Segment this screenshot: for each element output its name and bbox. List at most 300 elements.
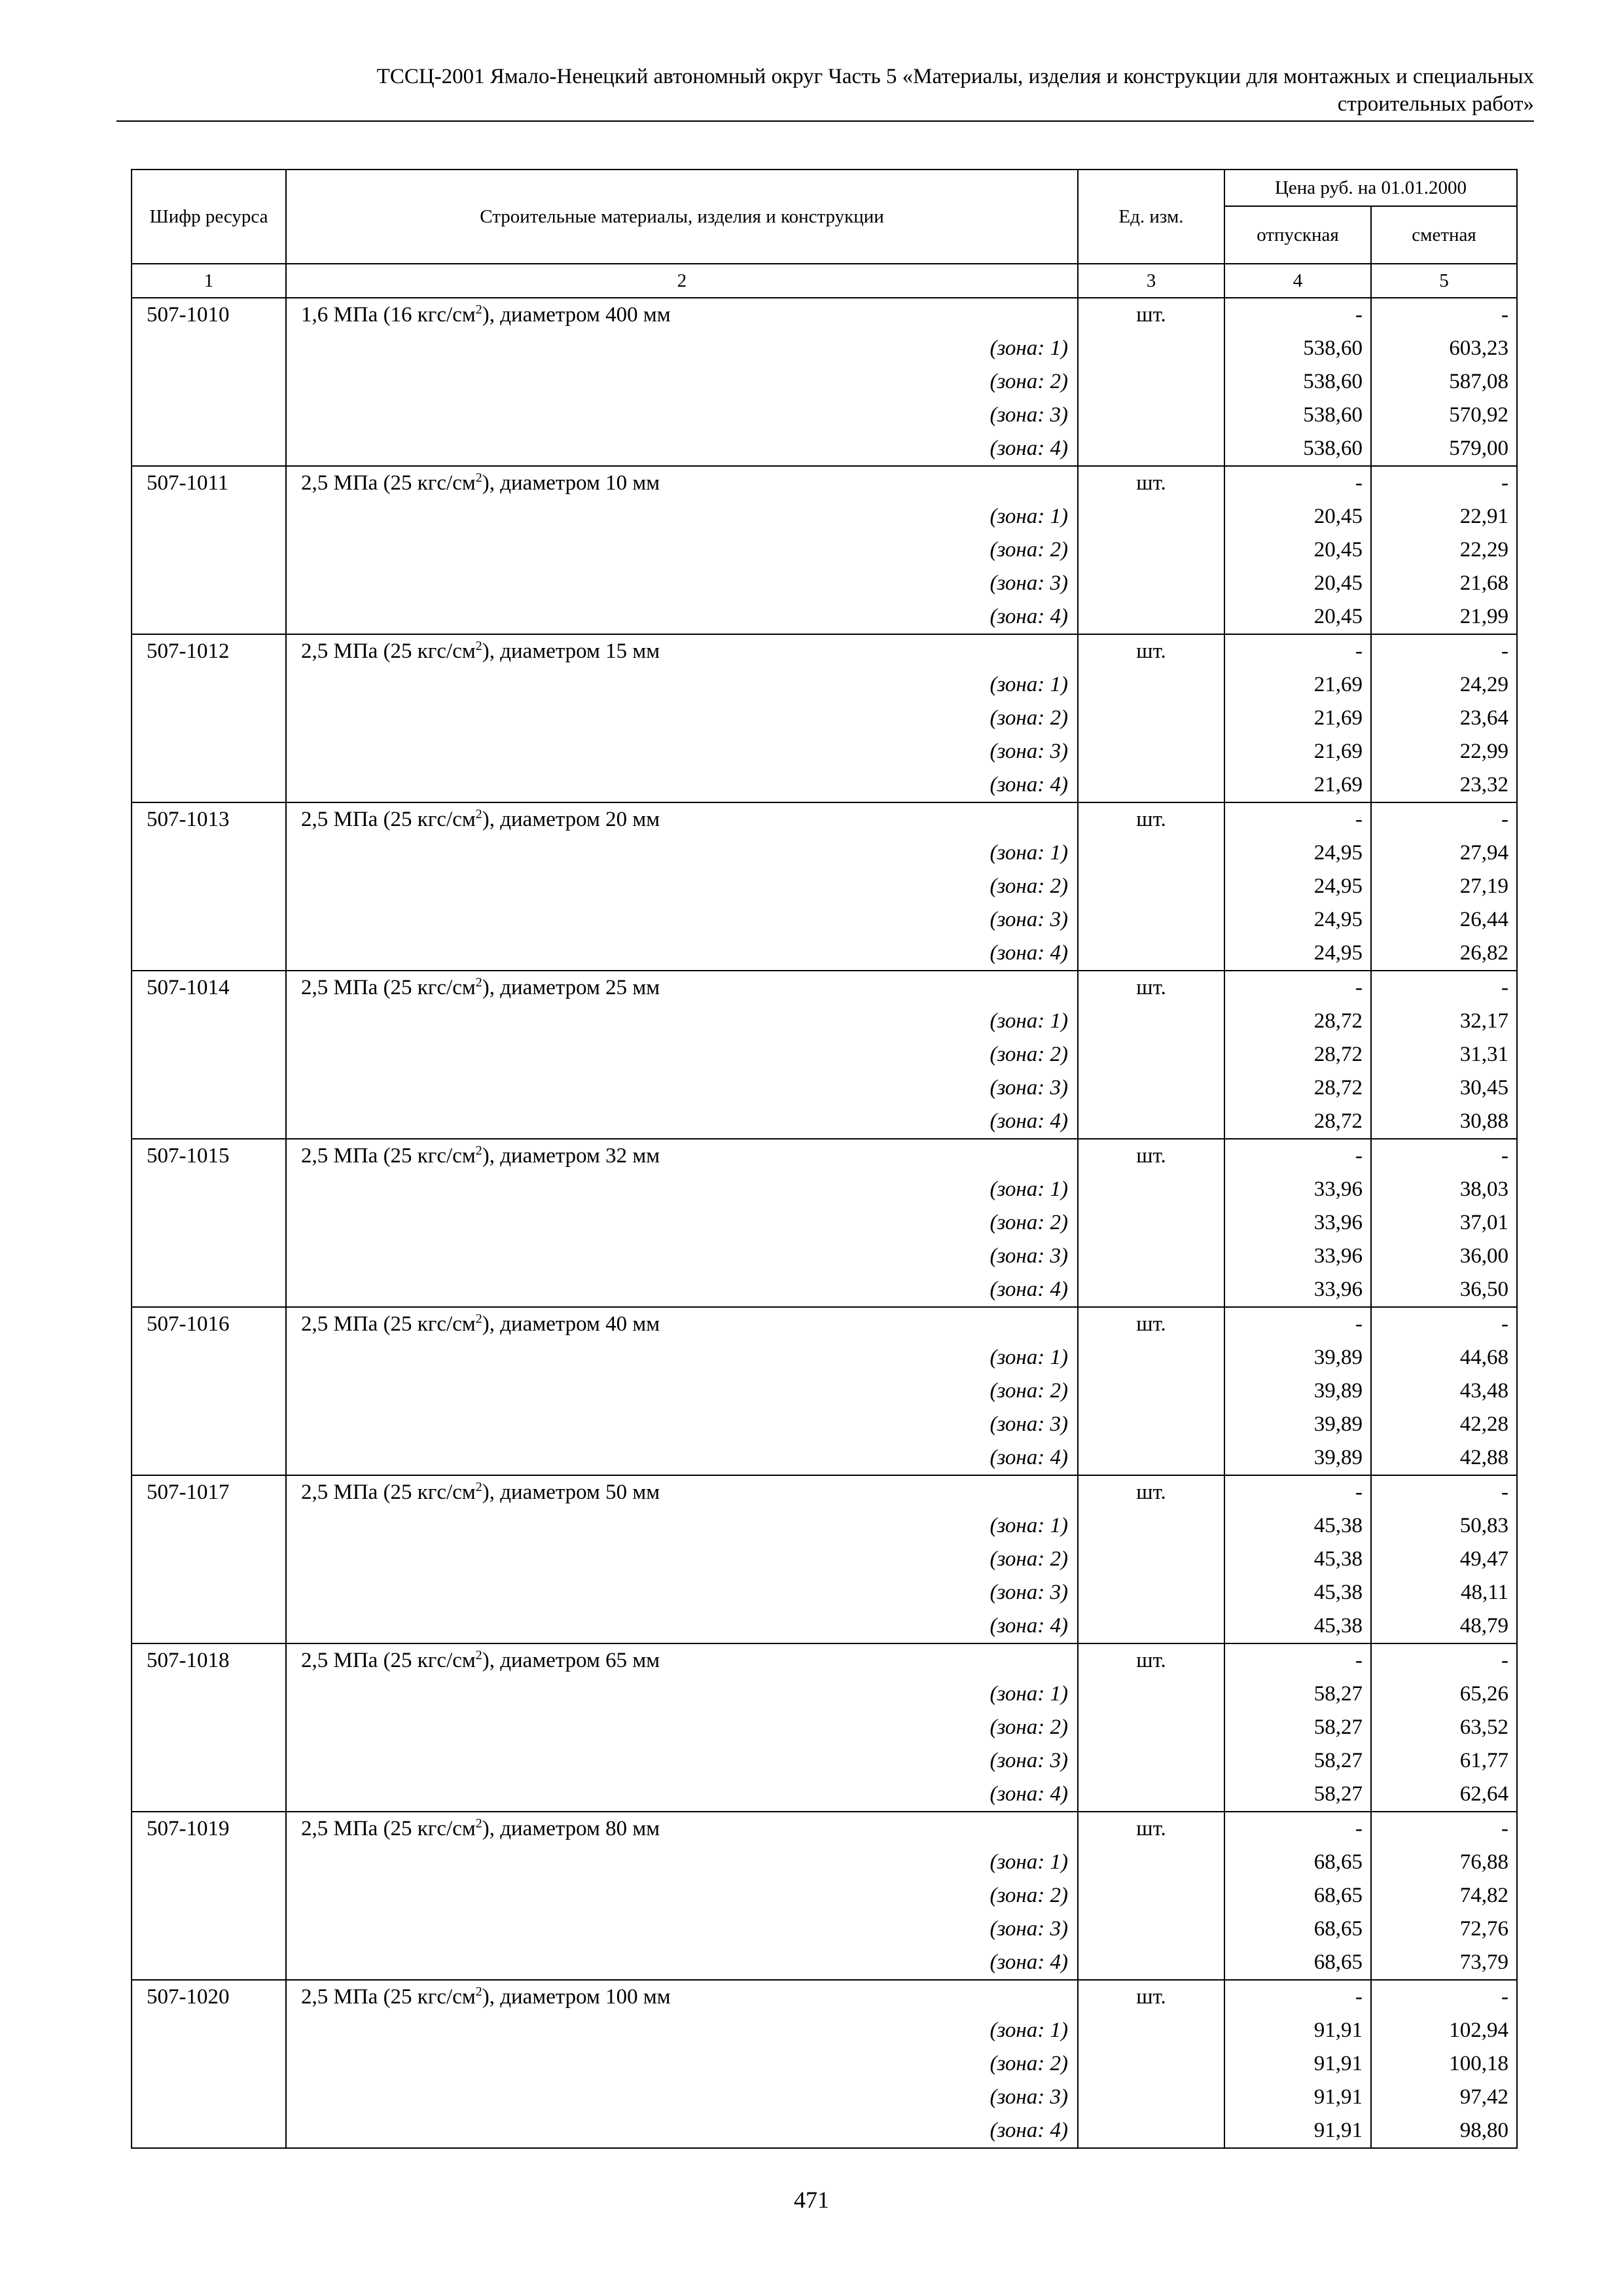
unit-cell-empty [1078, 365, 1224, 399]
code-cell-empty [132, 365, 286, 399]
code-cell-empty [132, 735, 286, 768]
estimate-price: - [1371, 1812, 1517, 1846]
unit-cell-empty [1078, 1273, 1224, 1307]
code-cell-empty [132, 1038, 286, 1071]
price-table-body [132, 298, 1517, 2148]
code-cell-empty [132, 1543, 286, 1576]
resource-code: 507-1020 [132, 1980, 286, 2014]
zone-label: (зона: 4) [286, 1273, 1078, 1307]
release-price: 20,45 [1224, 600, 1371, 634]
description-diameter: ), диаметром 20 мм [482, 808, 660, 831]
zone-label: (зона: 3) [286, 1912, 1078, 1946]
code-cell-empty [132, 1206, 286, 1240]
unit-cell-empty [1078, 1341, 1224, 1374]
code-cell-empty [132, 1846, 286, 1879]
description-diameter: ), диаметром 10 мм [482, 471, 660, 495]
zone-row [132, 399, 1517, 432]
estimate-price: 23,32 [1371, 768, 1517, 802]
description-diameter: ), диаметром 65 мм [482, 1649, 660, 1672]
unit-cell-empty [1078, 1105, 1224, 1139]
release-price: 21,69 [1224, 768, 1371, 802]
zone-label: (зона: 2) [286, 2047, 1078, 2081]
unit-cell-empty [1078, 836, 1224, 870]
table-row [132, 971, 1517, 1005]
zone-label: (зона: 2) [286, 1206, 1078, 1240]
unit-cell-empty [1078, 668, 1224, 702]
code-cell-empty [132, 1711, 286, 1744]
release-price: 39,89 [1224, 1341, 1371, 1374]
description-pressure: 1,6 МПа (16 кгс/см [301, 303, 476, 327]
zone-row [132, 1576, 1517, 1609]
resource-description [286, 1307, 1078, 1341]
resource-code: 507-1016 [132, 1307, 286, 1341]
unit-cell-empty [1078, 1744, 1224, 1778]
code-cell-empty [132, 836, 286, 870]
release-price: - [1224, 1980, 1371, 2014]
estimate-price: - [1371, 1643, 1517, 1677]
release-price: 21,69 [1224, 668, 1371, 702]
zone-label: (зона: 1) [286, 1677, 1078, 1711]
release-price: 24,95 [1224, 903, 1371, 937]
description-diameter: ), диаметром 400 мм [482, 303, 671, 327]
estimate-price: 587,08 [1371, 365, 1517, 399]
release-price: 58,27 [1224, 1677, 1371, 1711]
resource-description [286, 1643, 1078, 1677]
estimate-price: 30,45 [1371, 1071, 1517, 1105]
col-number-2: 2 [286, 264, 1078, 298]
estimate-price: 48,11 [1371, 1576, 1517, 1609]
zone-label: (зона: 3) [286, 1408, 1078, 1441]
zone-row [132, 1778, 1517, 1812]
estimate-price: 42,28 [1371, 1408, 1517, 1441]
zone-row [132, 937, 1517, 971]
zone-row [132, 567, 1517, 600]
release-price: 20,45 [1224, 533, 1371, 567]
zone-label: (зона: 4) [286, 432, 1078, 466]
zone-row [132, 1912, 1517, 1946]
zone-row [132, 1374, 1517, 1408]
zone-row [132, 2047, 1517, 2081]
description-diameter: ), диаметром 15 мм [482, 639, 660, 663]
unit-of-measure: шт. [1078, 634, 1224, 668]
col-header-release-price: отпускная [1224, 206, 1371, 264]
unit-cell-empty [1078, 2014, 1224, 2047]
code-cell-empty [132, 399, 286, 432]
estimate-price: 72,76 [1371, 1912, 1517, 1946]
release-price: 68,65 [1224, 1912, 1371, 1946]
unit-of-measure: шт. [1078, 298, 1224, 332]
estimate-price: 27,94 [1371, 836, 1517, 870]
unit-cell-empty [1078, 937, 1224, 971]
code-cell-empty [132, 903, 286, 937]
description-superscript: 2 [475, 1984, 482, 1999]
price-table [131, 169, 1518, 2149]
zone-label: (зона: 1) [286, 1846, 1078, 1879]
release-price: 58,27 [1224, 1744, 1371, 1778]
code-cell-empty [132, 1173, 286, 1206]
col-number-5: 5 [1371, 264, 1517, 298]
release-price: 91,91 [1224, 2014, 1371, 2047]
zone-row [132, 1946, 1517, 1980]
table-row [132, 1643, 1517, 1677]
release-price: 28,72 [1224, 1071, 1371, 1105]
description-diameter: ), диаметром 40 мм [482, 1312, 660, 1336]
release-price: 538,60 [1224, 432, 1371, 466]
unit-cell-empty [1078, 1240, 1224, 1273]
estimate-price: - [1371, 298, 1517, 332]
resource-code: 507-1017 [132, 1475, 286, 1509]
code-cell-empty [132, 533, 286, 567]
unit-cell-empty [1078, 1071, 1224, 1105]
description-superscript: 2 [475, 1648, 482, 1662]
zone-label: (зона: 3) [286, 903, 1078, 937]
zone-label: (зона: 3) [286, 399, 1078, 432]
estimate-price: 49,47 [1371, 1543, 1517, 1576]
col-header-unit: Ед. изм. [1078, 170, 1224, 264]
description-pressure: 2,5 МПа (25 кгс/см [301, 639, 476, 663]
resource-code: 507-1012 [132, 634, 286, 668]
code-cell-empty [132, 567, 286, 600]
estimate-price: 50,83 [1371, 1509, 1517, 1543]
col-number-1: 1 [132, 264, 286, 298]
code-cell-empty [132, 1744, 286, 1778]
unit-of-measure: шт. [1078, 971, 1224, 1005]
description-superscript: 2 [475, 975, 482, 990]
zone-row [132, 365, 1517, 399]
description-diameter: ), диаметром 80 мм [482, 1817, 660, 1840]
description-pressure: 2,5 МПа (25 кгс/см [301, 1480, 476, 1504]
zone-row [132, 1609, 1517, 1643]
release-price: 91,91 [1224, 2081, 1371, 2114]
estimate-price: 36,00 [1371, 1240, 1517, 1273]
zone-row [132, 1744, 1517, 1778]
estimate-price: 26,82 [1371, 937, 1517, 971]
unit-of-measure: шт. [1078, 1139, 1224, 1173]
description-pressure: 2,5 МПа (25 кгс/см [301, 1985, 476, 2009]
estimate-price: 22,99 [1371, 735, 1517, 768]
unit-cell-empty [1078, 332, 1224, 365]
zone-label: (зона: 2) [286, 533, 1078, 567]
estimate-price: 102,94 [1371, 2014, 1517, 2047]
unit-cell-empty [1078, 432, 1224, 466]
running-header-line-2: строительных работ» [1337, 92, 1534, 116]
zone-row [132, 1240, 1517, 1273]
release-price: - [1224, 802, 1371, 836]
resource-description [286, 298, 1078, 332]
col-header-description: Строительные материалы, изделия и конструкции [286, 170, 1078, 264]
unit-of-measure: шт. [1078, 1307, 1224, 1341]
release-price: 45,38 [1224, 1543, 1371, 1576]
col-header-estimate-price: сметная [1371, 206, 1517, 264]
zone-label: (зона: 3) [286, 1744, 1078, 1778]
zone-label: (зона: 1) [286, 1509, 1078, 1543]
code-cell-empty [132, 2081, 286, 2114]
unit-cell-empty [1078, 2047, 1224, 2081]
table-row [132, 1812, 1517, 1846]
resource-code: 507-1013 [132, 802, 286, 836]
description-diameter: ), диаметром 100 мм [482, 1985, 671, 2009]
zone-row [132, 1509, 1517, 1543]
release-price: 33,96 [1224, 1173, 1371, 1206]
zone-row [132, 1273, 1517, 1307]
release-price: 39,89 [1224, 1441, 1371, 1475]
zone-row [132, 870, 1517, 903]
unit-cell-empty [1078, 600, 1224, 634]
unit-cell-empty [1078, 2081, 1224, 2114]
code-cell-empty [132, 1240, 286, 1273]
release-price: 28,72 [1224, 1038, 1371, 1071]
resource-description [286, 466, 1078, 500]
zone-label: (зона: 1) [286, 2014, 1078, 2047]
zone-label: (зона: 3) [286, 1071, 1078, 1105]
zone-label: (зона: 3) [286, 1240, 1078, 1273]
zone-row [132, 768, 1517, 802]
estimate-price: 76,88 [1371, 1846, 1517, 1879]
table-row [132, 1139, 1517, 1173]
release-price: - [1224, 1139, 1371, 1173]
code-cell-empty [132, 870, 286, 903]
unit-cell-empty [1078, 1509, 1224, 1543]
unit-of-measure: шт. [1078, 1812, 1224, 1846]
estimate-price: 32,17 [1371, 1005, 1517, 1038]
resource-description [286, 1812, 1078, 1846]
running-header [116, 63, 1534, 118]
resource-description [286, 1139, 1078, 1173]
unit-cell-empty [1078, 1846, 1224, 1879]
estimate-price: 61,77 [1371, 1744, 1517, 1778]
zone-label: (зона: 3) [286, 735, 1078, 768]
zone-row [132, 668, 1517, 702]
unit-cell-empty [1078, 1408, 1224, 1441]
code-cell-empty [132, 1609, 286, 1643]
code-cell-empty [132, 1273, 286, 1307]
unit-cell-empty [1078, 1206, 1224, 1240]
code-cell-empty [132, 500, 286, 533]
description-pressure: 2,5 МПа (25 кгс/см [301, 471, 476, 495]
code-cell-empty [132, 1005, 286, 1038]
zone-label: (зона: 2) [286, 1543, 1078, 1576]
table-row [132, 298, 1517, 332]
release-price: 33,96 [1224, 1206, 1371, 1240]
col-header-code: Шифр ресурса [132, 170, 286, 264]
description-superscript: 2 [475, 1480, 482, 1494]
unit-of-measure: шт. [1078, 1980, 1224, 2014]
release-price: 45,38 [1224, 1576, 1371, 1609]
estimate-price: 43,48 [1371, 1374, 1517, 1408]
code-cell-empty [132, 702, 286, 735]
description-pressure: 2,5 МПа (25 кгс/см [301, 976, 476, 999]
unit-cell-empty [1078, 500, 1224, 533]
release-price: 24,95 [1224, 937, 1371, 971]
estimate-price: 21,99 [1371, 600, 1517, 634]
zone-row [132, 332, 1517, 365]
zone-label: (зона: 4) [286, 1441, 1078, 1475]
unit-cell-empty [1078, 1778, 1224, 1812]
unit-cell-empty [1078, 1677, 1224, 1711]
release-price: 68,65 [1224, 1946, 1371, 1980]
zone-row [132, 1005, 1517, 1038]
zone-row [132, 2114, 1517, 2148]
unit-cell-empty [1078, 1441, 1224, 1475]
estimate-price: 23,64 [1371, 702, 1517, 735]
release-price: 39,89 [1224, 1408, 1371, 1441]
estimate-price: 26,44 [1371, 903, 1517, 937]
code-cell-empty [132, 1912, 286, 1946]
unit-cell-empty [1078, 1005, 1224, 1038]
estimate-price: 603,23 [1371, 332, 1517, 365]
zone-label: (зона: 1) [286, 668, 1078, 702]
estimate-price: 48,79 [1371, 1609, 1517, 1643]
estimate-price: 74,82 [1371, 1879, 1517, 1912]
estimate-price: - [1371, 1139, 1517, 1173]
zone-row [132, 2081, 1517, 2114]
zone-row [132, 500, 1517, 533]
resource-description [286, 1980, 1078, 2014]
unit-cell-empty [1078, 1879, 1224, 1912]
estimate-price: 63,52 [1371, 1711, 1517, 1744]
zone-row [132, 1879, 1517, 1912]
release-price: 24,95 [1224, 836, 1371, 870]
zone-row [132, 735, 1517, 768]
release-price: 33,96 [1224, 1273, 1371, 1307]
zone-label: (зона: 4) [286, 1105, 1078, 1139]
description-pressure: 2,5 МПа (25 кгс/см [301, 808, 476, 831]
code-cell-empty [132, 1071, 286, 1105]
code-cell-empty [132, 1341, 286, 1374]
description-superscript: 2 [475, 1312, 482, 1326]
estimate-price: 98,80 [1371, 2114, 1517, 2148]
unit-cell-empty [1078, 702, 1224, 735]
table-row [132, 1980, 1517, 2014]
release-price: 68,65 [1224, 1846, 1371, 1879]
zone-label: (зона: 3) [286, 1576, 1078, 1609]
estimate-price: 62,64 [1371, 1778, 1517, 1812]
code-cell-empty [132, 1879, 286, 1912]
estimate-price: - [1371, 1475, 1517, 1509]
description-pressure: 2,5 МПа (25 кгс/см [301, 1144, 476, 1168]
estimate-price: 36,50 [1371, 1273, 1517, 1307]
code-cell-empty [132, 668, 286, 702]
resource-code: 507-1014 [132, 971, 286, 1005]
release-price: 28,72 [1224, 1005, 1371, 1038]
resource-code: 507-1015 [132, 1139, 286, 1173]
unit-cell-empty [1078, 1609, 1224, 1643]
description-superscript: 2 [475, 807, 482, 821]
zone-label: (зона: 4) [286, 2114, 1078, 2148]
zone-row [132, 533, 1517, 567]
unit-of-measure: шт. [1078, 1475, 1224, 1509]
col-number-4: 4 [1224, 264, 1371, 298]
description-diameter: ), диаметром 50 мм [482, 1480, 660, 1504]
zone-row [132, 1677, 1517, 1711]
estimate-price: 42,88 [1371, 1441, 1517, 1475]
zone-label: (зона: 2) [286, 1879, 1078, 1912]
unit-cell-empty [1078, 1912, 1224, 1946]
table-row [132, 466, 1517, 500]
unit-cell-empty [1078, 1711, 1224, 1744]
zone-row [132, 1441, 1517, 1475]
table-row [132, 634, 1517, 668]
description-superscript: 2 [475, 471, 482, 485]
zone-row [132, 836, 1517, 870]
estimate-price: 22,29 [1371, 533, 1517, 567]
description-superscript: 2 [475, 1143, 482, 1158]
unit-cell-empty [1078, 399, 1224, 432]
code-cell-empty [132, 1374, 286, 1408]
zone-row [132, 1341, 1517, 1374]
estimate-price: - [1371, 971, 1517, 1005]
release-price: - [1224, 1307, 1371, 1341]
release-price: - [1224, 466, 1371, 500]
zone-row [132, 1408, 1517, 1441]
release-price: 538,60 [1224, 332, 1371, 365]
zone-row [132, 1173, 1517, 1206]
release-price: 45,38 [1224, 1609, 1371, 1643]
release-price: 20,45 [1224, 500, 1371, 533]
unit-cell-empty [1078, 1038, 1224, 1071]
zone-label: (зона: 4) [286, 1946, 1078, 1980]
release-price: 68,65 [1224, 1879, 1371, 1912]
zone-row [132, 1543, 1517, 1576]
description-pressure: 2,5 МПа (25 кгс/см [301, 1312, 476, 1336]
estimate-price: 579,00 [1371, 432, 1517, 466]
zone-label: (зона: 2) [286, 702, 1078, 735]
estimate-price: 27,19 [1371, 870, 1517, 903]
zone-label: (зона: 1) [286, 1173, 1078, 1206]
unit-of-measure: шт. [1078, 466, 1224, 500]
running-header-line-1: ТССЦ-2001 Ямало-Ненецкий автономный округ Часть 5 «Материалы, изделия и конструкции для монтажных и специальных [376, 65, 1534, 88]
estimate-price: 31,31 [1371, 1038, 1517, 1071]
zone-row [132, 1711, 1517, 1744]
resource-code: 507-1018 [132, 1643, 286, 1677]
code-cell-empty [132, 1576, 286, 1609]
zone-row [132, 1846, 1517, 1879]
zone-label: (зона: 1) [286, 332, 1078, 365]
estimate-price: - [1371, 1980, 1517, 2014]
release-price: 91,91 [1224, 2047, 1371, 2081]
code-cell-empty [132, 2014, 286, 2047]
unit-cell-empty [1078, 533, 1224, 567]
release-price: - [1224, 298, 1371, 332]
unit-of-measure: шт. [1078, 802, 1224, 836]
estimate-price: 22,91 [1371, 500, 1517, 533]
release-price: - [1224, 971, 1371, 1005]
estimate-price: 570,92 [1371, 399, 1517, 432]
estimate-price: 65,26 [1371, 1677, 1517, 1711]
code-cell-empty [132, 1677, 286, 1711]
unit-cell-empty [1078, 1173, 1224, 1206]
release-price: - [1224, 1475, 1371, 1509]
zone-label: (зона: 2) [286, 1038, 1078, 1071]
release-price: - [1224, 1812, 1371, 1846]
zone-row [132, 1071, 1517, 1105]
resource-description [286, 971, 1078, 1005]
code-cell-empty [132, 937, 286, 971]
zone-label: (зона: 1) [286, 836, 1078, 870]
zone-label: (зона: 1) [286, 1005, 1078, 1038]
code-cell-empty [132, 2114, 286, 2148]
col-number-3: 3 [1078, 264, 1224, 298]
resource-description [286, 802, 1078, 836]
zone-row [132, 1105, 1517, 1139]
release-price: 58,27 [1224, 1778, 1371, 1812]
code-cell-empty [132, 432, 286, 466]
release-price: - [1224, 634, 1371, 668]
unit-cell-empty [1078, 870, 1224, 903]
description-pressure: 2,5 МПа (25 кгс/см [301, 1649, 476, 1672]
release-price: 21,69 [1224, 735, 1371, 768]
zone-label: (зона: 1) [286, 1341, 1078, 1374]
